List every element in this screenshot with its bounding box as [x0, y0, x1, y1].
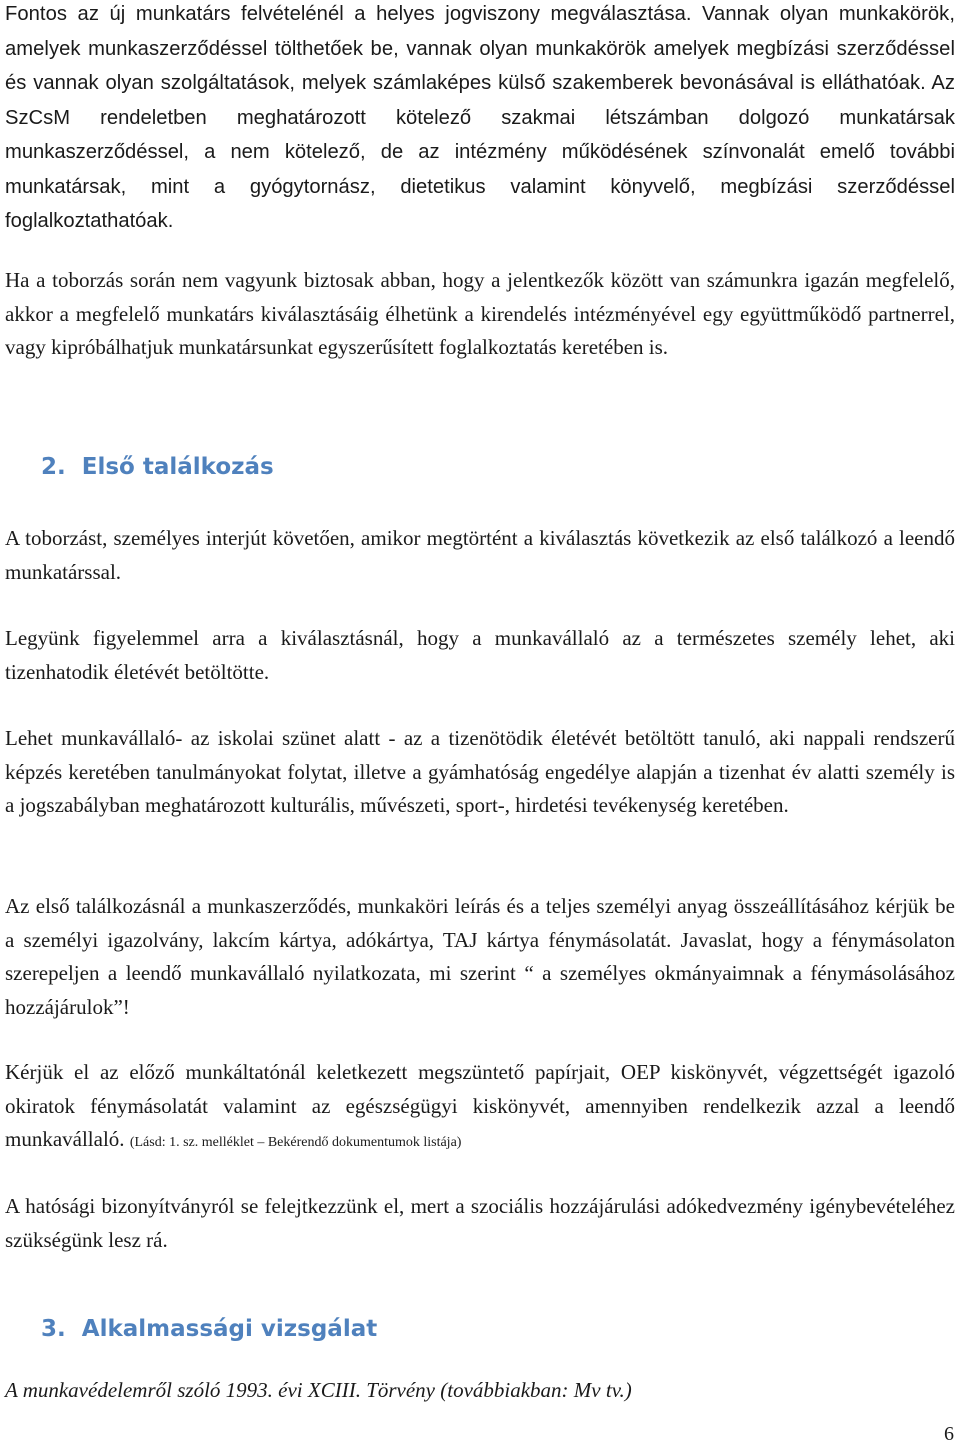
section-title: Első találkozás — [81, 454, 274, 480]
page-number: 6 — [944, 1423, 954, 1445]
paragraph-recruitment: Ha a toborzás során nem vagyunk biztosak abban, hogy a jelentkezők között van számunkra igazán megfelelő, akkor a megfelelő munkatárs kiválasztásáig élhetünk a kirendelés intézményével egy együttműködő partnerrel, vagy kipróbálhatjuk munkatársunkat egyszerűsített foglalkoztatás keretében is. — [5, 268, 955, 359]
paragraph-age-limit: Legyünk figyelemmel arra a kiválasztásnál, hogy a munkavállaló az a természetes személy lehet, aki tizenhatodik életévét betöltötte. — [5, 626, 955, 684]
section-number: 3. — [41, 1316, 66, 1342]
paragraph-certificate: A hatósági bizonyítványról se felejtkezzünk el, mert a szociális hozzájárulási adókedvezmény igénybevételéhez szükségünk lesz rá. — [5, 1194, 955, 1252]
paragraph-student-employee: Lehet munkavállaló- az iskolai szünet alatt - az a tizenötödik életévét betöltött tanuló, aki nappali rendszerű képzés keretében tanulmányokat folytat, illetve a gyámhatóság engedélye alapján a tizenhat év alatti személy is a jogszabályban meghatározott kulturális, művészeti, sport-, hirdetési tevékenység keretében. — [5, 726, 955, 817]
section-heading-first-meeting — [41, 452, 274, 482]
annex-reference: (Lásd: 1. sz. melléklet – Bekérendő dokumentumok listája) — [129, 1135, 462, 1150]
section-number: 2. — [41, 454, 66, 480]
paragraph-employment-types-serif: Az SzCsM rendeletben meghatározott kötelező szakmai létszámban dolgozó munkatársak munkaszerződéssel, a nem kötelező, de az intézmény működésének színvonalát emelő további munkatársak, mint a gyógytornász, dietetikus valamint könyvelő, megbízási szerződéssel foglalkoztathatóak. — [5, 72, 955, 232]
paragraph-previous-employer-text: Kérjük el az előző munkáltatónál keletkezett megszüntető papírjait, OEP kiskönyvét, végzettségét igazoló okiratok fénymásolatát valamint az egészségügyi kiskönyvét, amennyiben rendelkezik azzal a leendő munkavállaló. — [5, 1060, 955, 1151]
paragraph-first-meeting: A toborzást, személyes interjút követően, amikor megtörtént a kiválasztás következik az első találkozó a leendő munkatárssal. — [5, 526, 955, 584]
section-title: Alkalmassági vizsgálat — [81, 1316, 378, 1342]
paragraph-employment-types — [5, 0, 955, 239]
section-heading-fitness-test — [41, 1314, 377, 1344]
paragraph-previous-employer — [5, 1056, 955, 1160]
paragraph-employment-types-sans: Fontos az új munkatárs felvételénél a helyes jogviszony megválasztása. Vannak olyan munkakörök, amelyek munkaszerződéssel tölthetőek be, vannak olyan munkakörök amelyek megbízási szerződéssel és vannak olyan szolgáltatások, melyek számlaképes külső szakemberek bevonásával is elláthatóak. — [5, 3, 955, 94]
paragraph-documents: Az első találkozásnál a munkaszerződés, munkaköri leírás és a teljes személyi anyag összeállításához kérjük be a személyi igazolvány, lakcím kártya, adókártya, TAJ kártya fénymásolatát. Javaslat, hogy a fénymásolaton szerepeljen a leendő munkavállaló nyilatkozata, mi szerint “ a személyes okmányaimnak a fénymásolásához hozzájárulok”! — [5, 894, 955, 1019]
paragraph-law-reference: A munkavédelemről szóló 1993. évi XCIII. Törvény (továbbiakban: Mv tv.) — [5, 1378, 632, 1402]
